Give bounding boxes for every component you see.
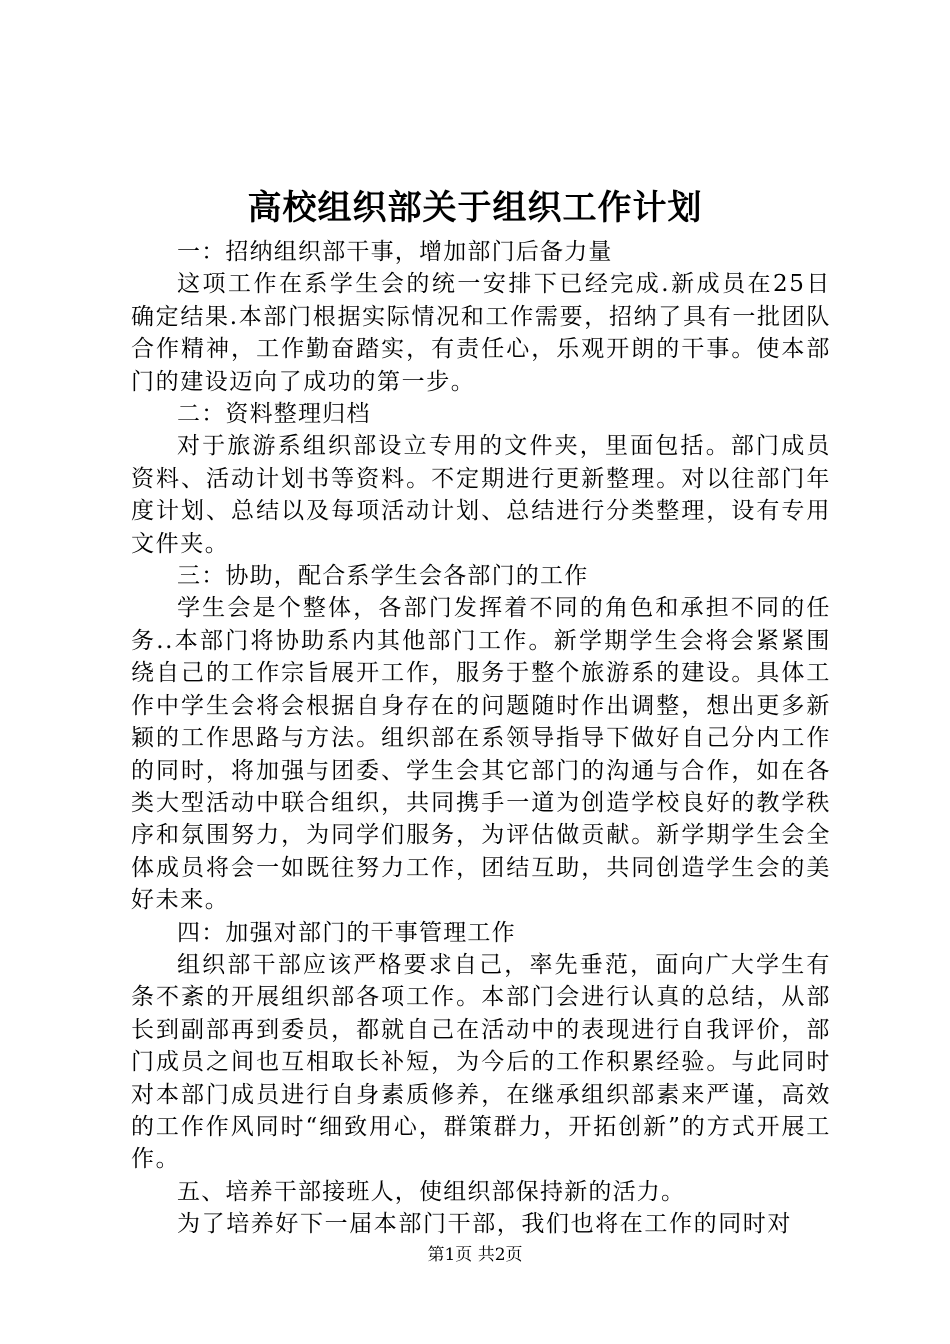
section-heading-4: 四：加强对部门的干事管理工作: [177, 919, 516, 946]
section-heading-1: 一：招纳组织部干事，增加部门后备力量: [177, 239, 613, 265]
document-title: 高校组织部关于组织工作计划: [247, 188, 703, 228]
section-heading-2: 二：资料整理归档: [177, 401, 371, 428]
section-heading-3: 三：协助，配合系学生会各部门的工作: [177, 563, 589, 590]
paragraph-1: 这项工作在系学生会的统一安排下已经完成.新成员在25日确定结果.本部门根据实际情况和工作需要，招纳了具有一批团队合作精神，工作勤奋踏实，有责任心，乐观开朗的干事。使本部门的建设迈向了成功的第一步。: [131, 271, 831, 395]
paragraph-4: 组织部干部应该严格要求自己，率先垂范，面向广大学生有条不紊的开展组织部各项工作。本部门会进行认真的总结，从部长到副部再到委员，都就自己在活动中的表现进行自我评价，部门成员之间也互相取长补短，为今后的工作积累经验。与此同时对本部门成员进行自身素质修养，在继承组织部素来严谨，高效的工作作风同时“细致用心，群策群力，开拓创新”的方式开展工作。: [131, 951, 831, 1173]
section-heading-5: 五、培养干部接班人，使组织部保持新的活力。: [177, 1178, 686, 1205]
document-body: [131, 236, 831, 1241]
paragraph-5: 为了培养好下一届本部门干部，我们也将在工作的同时对: [177, 1211, 792, 1238]
page-number-footer: 第1页 共2页: [427, 1245, 523, 1265]
paragraph-2: 对于旅游系组织部设立专用的文件夹，里面包括。部门成员资料、活动计划书等资料。不定期进行更新整理。对以往部门年度计划、总结以及每项活动计划、总结进行分类整理，设有专用文件夹。: [131, 433, 831, 557]
paragraph-3: 学生会是个整体，各部门发挥着不同的角色和承担不同的任务..本部门将协助系内其他部门工作。新学期学生会将会紧紧围绕自己的工作宗旨展开工作，服务于整个旅游系的建设。具体工作中学生会将会根据自身存在的问题随时作出调整，想出更多新颖的工作思路与方法。组织部在系领导指导下做好自己分内工作的同时，将加强与团委、学生会其它部门的沟通与合作，如在各类大型活动中联合组织，共同携手一道为创造学校良好的教学秩序和氛围努力，为同学们服务，为评估做贡献。新学期学生会全体成员将会一如既往努力工作，团结互助，共同创造学生会的美好未来。: [131, 595, 831, 914]
